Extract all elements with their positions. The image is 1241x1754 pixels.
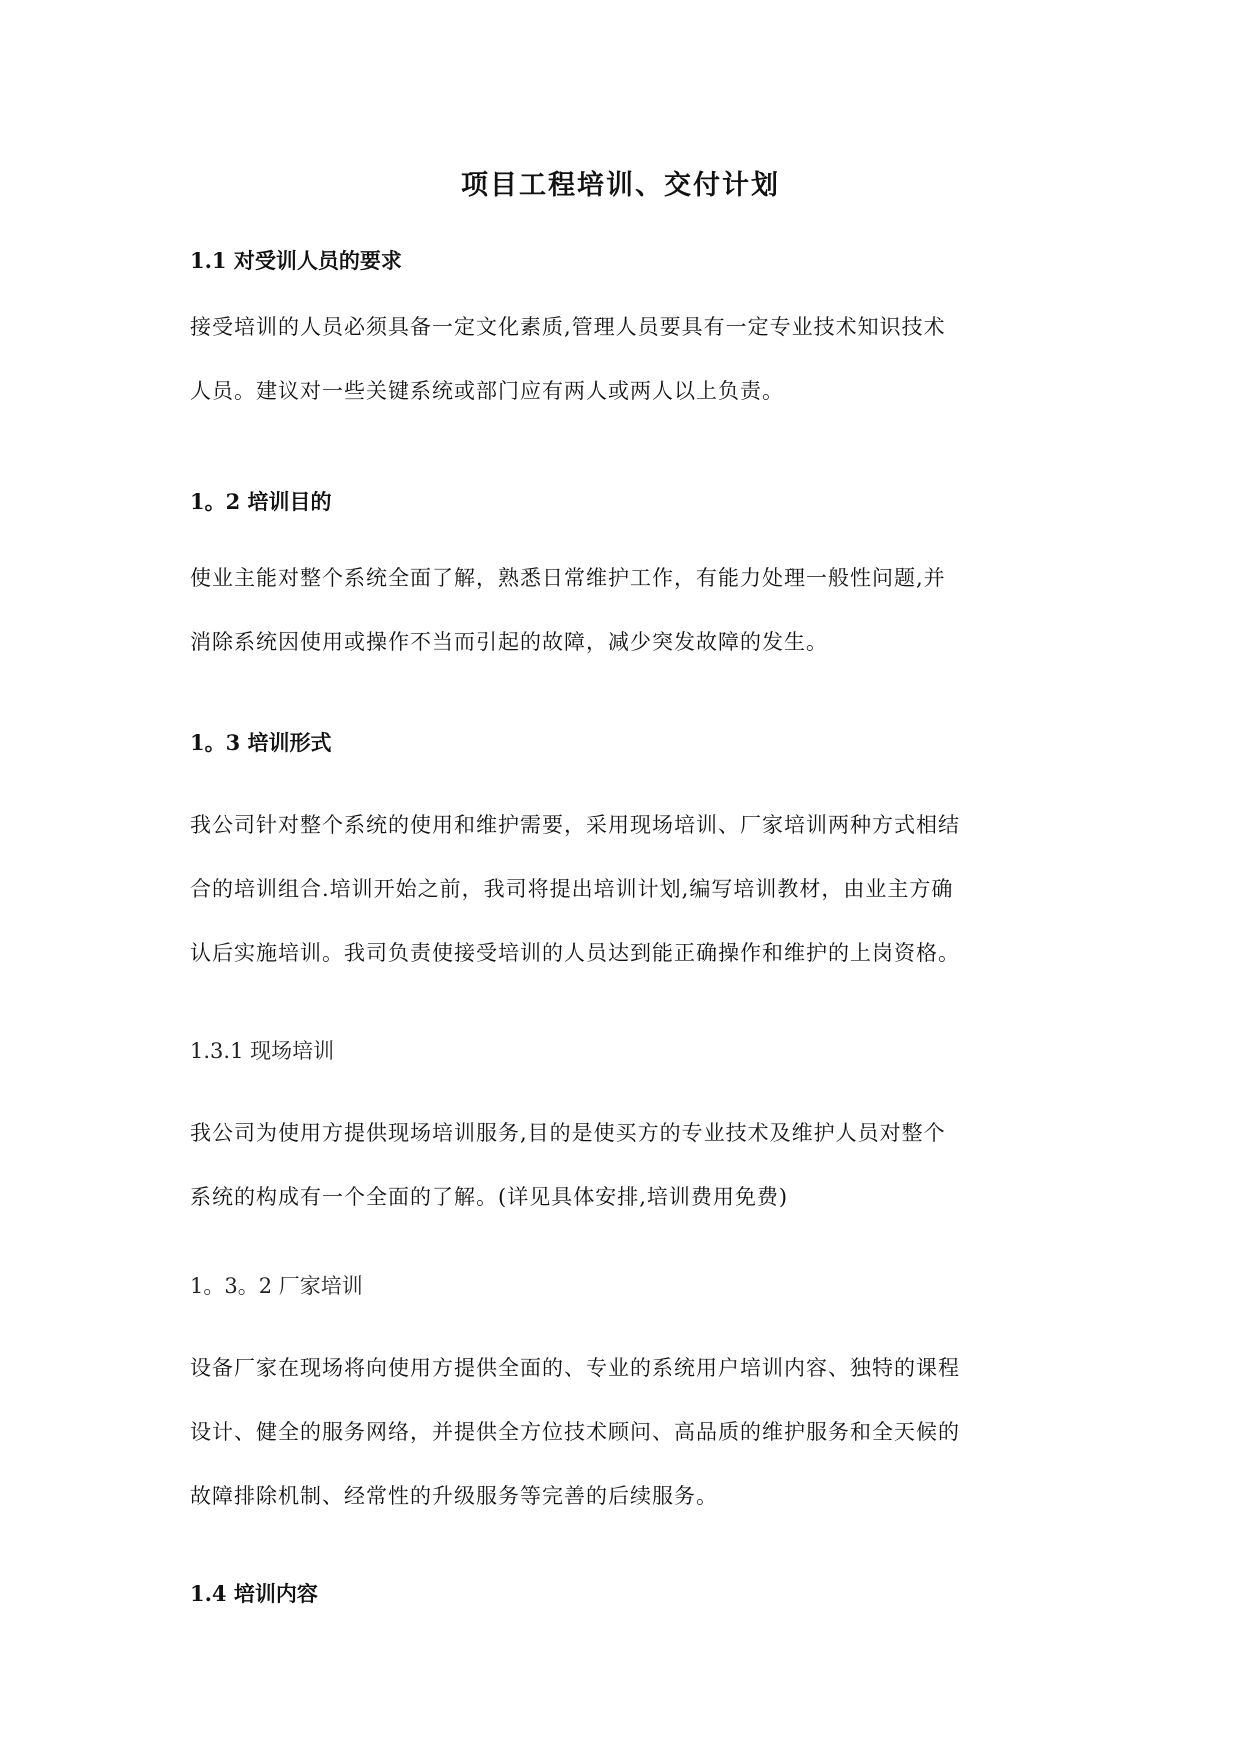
body-line: 合的培训组合.培训开始之前，我司将提出培训计划,编写培训教材，由业主方确 — [190, 877, 954, 901]
body-line: 人员。建议对一些关键系统或部门应有两人或两人以上负责。 — [190, 379, 784, 403]
section-heading-1-4: 1.4 培训内容 — [190, 1581, 318, 1606]
body-line: 我公司为使用方提供现场培训服务,目的是使买方的专业技术及维护人员对整个 — [190, 1121, 946, 1145]
section-body-1-3-2 — [190, 1352, 1060, 1512]
body-line: 认后实施培训。我司负责使接受培训的人员达到能正确操作和维护的上岗资格。 — [190, 941, 960, 965]
document-title: 项目工程培训、交付计划 — [461, 170, 780, 201]
body-line: 设备厂家在现场将向使用方提供全面的、专业的系统用户培训内容、独特的课程 — [190, 1356, 960, 1380]
section-heading-1-3-2: 1。3。2 厂家培训 — [190, 1274, 363, 1298]
section-body-1-3-1 — [190, 1117, 1060, 1213]
body-line: 消除系统因使用或操作不当而引起的故障，减少突发故障的发生。 — [190, 630, 828, 654]
body-line: 我公司针对整个系统的使用和维护需要，采用现场培训、厂家培训两种方式相结 — [190, 813, 960, 837]
body-line: 系统的构成有一个全面的了解。(详见具体安排,培训费用免费) — [190, 1185, 789, 1209]
section-body-1-2 — [190, 562, 1060, 658]
section-heading-1-1: 1.1 对受训人员的要求 — [190, 248, 402, 273]
body-line: 设计、健全的服务网络，并提供全方位技术顾问、高品质的维护服务和全天候的 — [190, 1420, 960, 1444]
section-heading-1-3-1: 1.3.1 现场培训 — [190, 1039, 335, 1063]
body-line: 故障排除机制、经常性的升级服务等完善的后续服务。 — [190, 1484, 718, 1508]
body-line: 接受培训的人员必须具备一定文化素质,管理人员要具有一定专业技术知识技术 — [190, 315, 946, 339]
section-body-1-1 — [190, 311, 1060, 407]
section-heading-1-2: 1。2 培训目的 — [190, 489, 332, 514]
section-heading-1-3: 1。3 培训形式 — [190, 730, 332, 755]
body-line: 使业主能对整个系统全面了解，熟悉日常维护工作，有能力处理一般性问题,并 — [190, 566, 946, 590]
section-body-1-3 — [190, 809, 1060, 969]
